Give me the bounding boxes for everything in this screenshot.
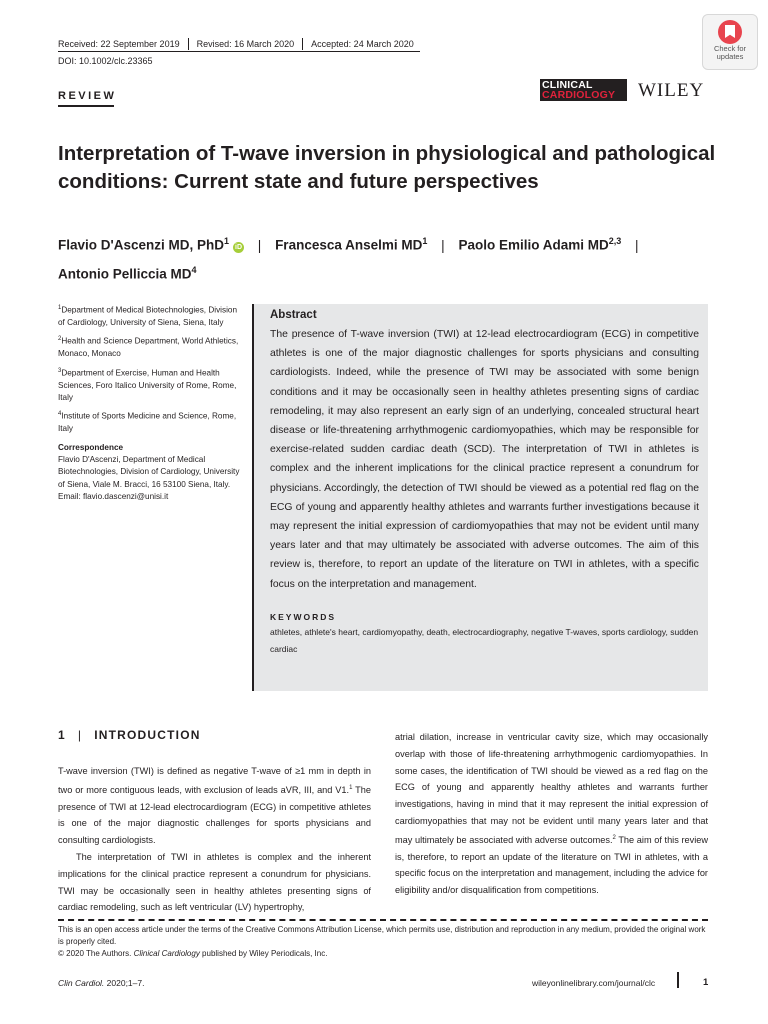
divider (302, 38, 303, 50)
copyright-text (58, 948, 708, 960)
citation-journal: Clin Cardiol. (58, 978, 105, 988)
section-rule (58, 105, 114, 107)
article-title: Interpretation of T-wave inversion in physiological and pathological conditions: Current state and future perspectives (58, 142, 716, 193)
author-name[interactable]: Francesca Anselmi MD (275, 237, 423, 253)
affiliation-text: Department of Exercise, Human and Health Sciences, Foro Italico University of Rome, Rome, Italy (58, 368, 237, 402)
correspondence-title: Correspondence (58, 442, 124, 452)
paragraph (58, 763, 371, 849)
author-name[interactable]: Flavio D'Ascenzi MD, PhD (58, 237, 224, 253)
affiliation-number: 3 (58, 367, 62, 374)
journal-logo-line-2: CARDIOLOGY (542, 89, 616, 101)
keywords-text: athletes, athlete's heart, cardiomyopathy, death, electrocardiography, negative T-waves, sports cardiology, sudden cardiac (270, 626, 699, 654)
copyright-suffix: published by Wiley Periodicals, Inc. (199, 949, 328, 958)
accepted-date: Accepted: 24 March 2020 (311, 39, 414, 49)
section-heading (58, 728, 201, 742)
bookmark-icon (718, 20, 742, 44)
author-list (58, 229, 718, 286)
affiliation-item (58, 408, 243, 435)
section-number: 1 (58, 728, 66, 742)
affiliation-number: 1 (58, 305, 62, 311)
check-updates-label-2: updates (716, 52, 744, 61)
keywords-title: KEYWORDS (270, 611, 337, 622)
journal-logo (540, 79, 627, 101)
author-separator: | (257, 237, 262, 253)
affiliation-number: 4 (58, 411, 62, 418)
footer-divider (677, 972, 679, 988)
author-affiliation: 4 (191, 264, 197, 275)
affiliation-item (58, 365, 243, 405)
author-separator: | (441, 237, 445, 253)
orcid-icon[interactable]: iD (235, 243, 243, 251)
affiliation-item (58, 302, 243, 329)
author-affiliation: 1 (422, 236, 428, 246)
author-name[interactable]: Paolo Emilio Adami MD (458, 237, 609, 253)
body-column-right (395, 729, 708, 899)
copyright-journal: Clinical Cardiology (133, 949, 200, 958)
license-text: This is an open access article under the terms of the Creative Commons Attribution License, which permits use, distribution and reproduction in any medium, provided the original work is properly cited. (58, 925, 706, 946)
received-date: Received: 22 September 2019 (58, 39, 180, 49)
abstract-box (252, 304, 708, 691)
paragraph-text: The presence of TWI at 12-lead electrocardiogram (ECG) in competitive athletes is one of the major diagnostic challenges for sports physicians and consulting cardiologists. (58, 784, 371, 846)
divider (188, 38, 189, 50)
check-for-updates-button[interactable] (702, 14, 758, 70)
abstract-title: Abstract (270, 309, 317, 321)
paragraph-text: atrial dilation, increase in ventricular cavity size, which may occasionally overlap with those of life-threatening arrhythmogenic cardiomyopathies. In some cases, the identification of TWI should be viewed as a red flag on the ECG of young and apparently healthy athletes and warrants further investigations, having in mind that it may represent the initial expression of cardiomyopathies that may not be evident until many years later and that may ultimately be associated with adverse outcomes. (395, 732, 708, 845)
paragraph: The interpretation of TWI in athletes is complex and the inherent implications for the clinical practice represent a conundrum for physicians. TWI may be occasionally seen in healthy athletes presenting signs of cardiac remodeling, such as left ventricular (LV) hypertrophy, (58, 852, 371, 913)
affiliation-text: Department of Medical Biotechnologies, Division of Cardiology, University of Siena, Siena, Italy (58, 305, 238, 328)
affiliation-text: Institute of Sports Medicine and Science, Rome, Italy (58, 412, 237, 434)
copyright-prefix: © 2020 The Authors. (58, 949, 134, 958)
body-column-left (58, 763, 371, 916)
affiliation-item (58, 333, 243, 360)
affiliation-text: Health and Science Department, World Athletics, Monaco, Monaco (58, 337, 239, 359)
affiliation-number: 2 (58, 336, 62, 343)
article-dates (58, 38, 414, 50)
revised-date: Revised: 16 March 2020 (196, 39, 295, 49)
journal-logo-line-1: CLINICAL (542, 79, 593, 91)
abstract-text: The presence of T-wave inversion (TWI) at 12-lead electrocardiogram (ECG) in competitive athletes is one of the major diagnostic challenges for sports physicians and consulting cardiologists. Indeed, while the presence of TWI may be associated with some benign conditions and it may be occasionally seen in healthy athletes presenting signs of cardiac remodeling, it may also represent an early sign of an underlying, concealed structural heart disease or life-threatening arrhythmogenic cardiomyopathies, which may be responsible for exercise-related sudden cardiac death (SCD). The interpretation of TWI in athletes is complex and the inherent implications for the clinical practice represent a conundrum for physicians. Accordingly, the detection of TWI should be viewed as a potential red flag on the ECG of young and apparently healthy athletes and warrants further investigations because it may represent the initial expression of cardiomyopathies that may not be evident until many years later and that may ultimately be associated with adverse outcomes. The aim of this review is, therefore, to report an update of the literature on TWI in athletes, with a specific focus on the interpretation and management. (270, 329, 699, 590)
reference-link[interactable]: 2 (612, 834, 616, 841)
reference-link[interactable]: 1 (349, 784, 353, 791)
license-footnote (58, 924, 708, 960)
correspondence-email[interactable]: Email: flavio.dascenzi@unisi.it (58, 491, 169, 501)
author-separator: | (635, 237, 639, 253)
paragraph-text: T-wave inversion (TWI) is defined as negative T-wave of ≥1 mm in depth in two or more contiguous leads, with exclusion of leads aVR, III, and V1. (58, 766, 371, 795)
author-affiliation: 1 (224, 236, 230, 246)
correspondence-text: Flavio D'Ascenzi, Department of Medical Biotechnologies, Division of Cardiology, University of Siena, Viale M. Bracci, 16 53100 Siena, Italy. (58, 454, 240, 489)
check-updates-label-1: Check for (713, 44, 747, 53)
author-name[interactable]: Antonio Pelliccia MD (58, 266, 192, 281)
paragraph-text: The aim of this review is, therefore, to report an update of the literature on TWI in athletes, with a specific focus on the interpretation and management, including the advice for eligibility and/or disqualification from competitions. (395, 834, 708, 896)
citation-volume: 2020;1–7. (104, 978, 145, 988)
section-title: INTRODUCTION (94, 728, 201, 742)
heading-separator: | (77, 728, 83, 742)
affiliations (58, 302, 243, 503)
doi[interactable]: DOI: 10.1002/clc.23365 (58, 56, 153, 66)
page-number: 1 (703, 977, 709, 988)
author-affiliation: 2,3 (608, 236, 622, 246)
journal-url[interactable]: wileyonlinelibrary.com/journal/clc (532, 978, 656, 988)
section-label: REVIEW (58, 90, 117, 102)
publisher-logo: WILEY (638, 80, 705, 101)
footnote-rule (58, 919, 708, 921)
citation (58, 978, 144, 988)
paragraph (395, 729, 708, 899)
header-rule (58, 51, 420, 52)
